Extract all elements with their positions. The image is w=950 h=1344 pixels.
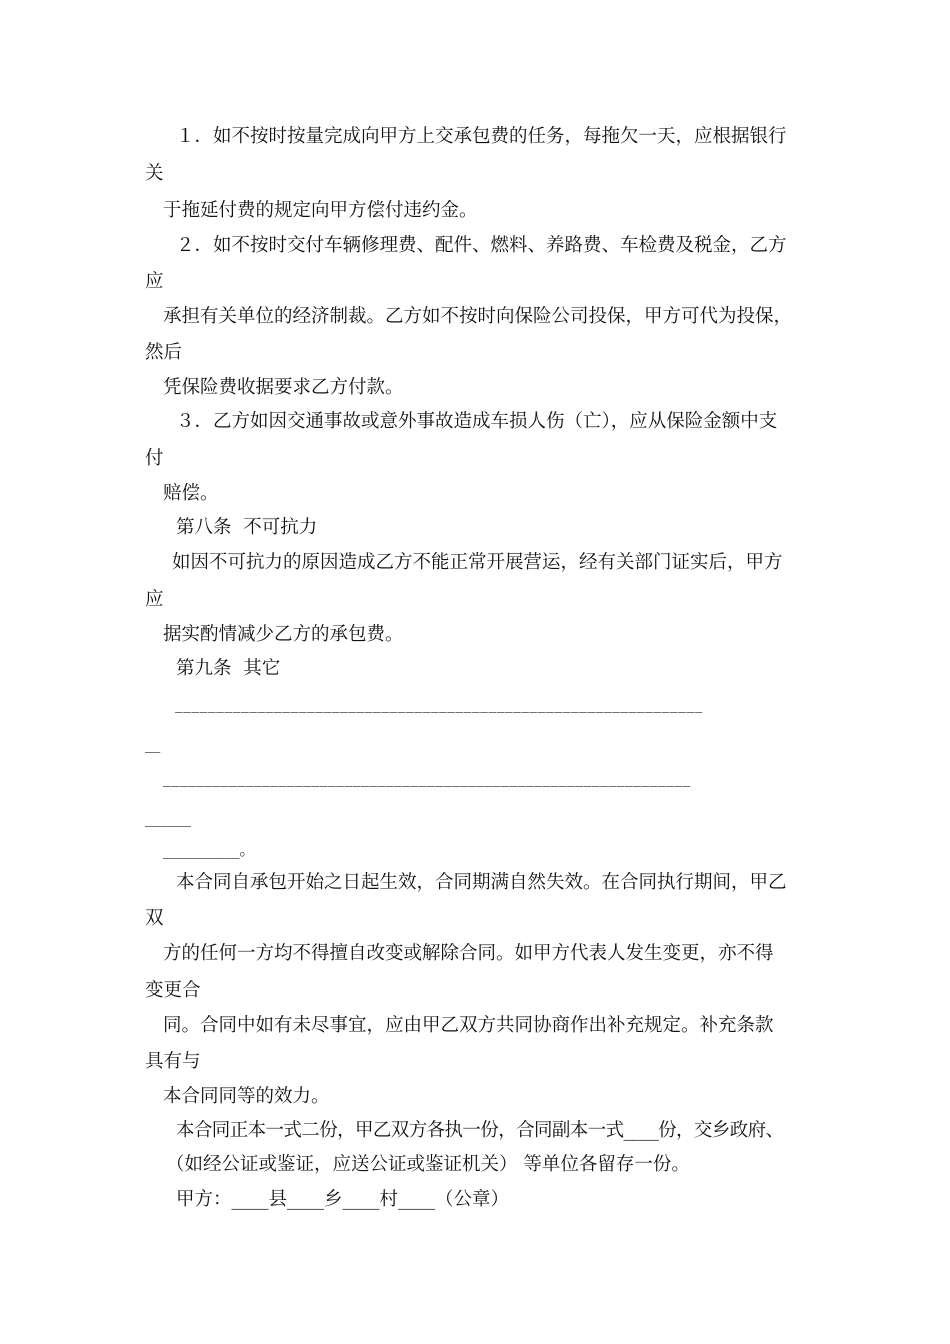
blank-line: __ xyxy=(145,735,161,753)
text-line: 双 xyxy=(145,908,164,929)
text-line: ３．乙方如因交通事故或意外事故造成车损人伤（亡），应从保险金额中支 xyxy=(176,411,778,432)
text-line: 本合同自承包开始之日起生效，合同期满自然失效。在合同执行期间，甲乙 xyxy=(176,872,787,893)
text-line: 本合同同等的效力。 xyxy=(163,1086,330,1107)
text-line: 于拖延付费的规定向甲方偿付违约金。 xyxy=(163,200,478,221)
text-line: 关 xyxy=(145,163,164,184)
section-heading: 第八条 不可抗力 xyxy=(176,517,318,538)
text-line: ２．如不按时交付车辆修理费、配件、燃料、养路费、车检费及税金，乙方 xyxy=(176,235,787,256)
section-heading: 第九条 其它 xyxy=(176,658,281,679)
signature-line: 甲方：____县____乡____村____（公章） xyxy=(176,1189,510,1210)
text-line: 赔偿。 xyxy=(163,483,219,504)
blank-line: ________________________________________________________________ xyxy=(163,769,691,787)
text-line: 据实酌情减少乙方的承包费。 xyxy=(163,624,404,645)
text-line: 然后 xyxy=(145,342,183,363)
text-line: 应 xyxy=(145,589,164,610)
text-line: １．如不按时按量完成向甲方上交承包费的任务，每拖欠一天，应根据银行 xyxy=(176,126,787,147)
text-line: 付 xyxy=(145,448,164,469)
text-line: 具有与 xyxy=(145,1051,201,1072)
text-line: 应 xyxy=(145,271,164,292)
blank-line: ______ xyxy=(145,809,191,827)
text-line: 如因不可抗力的原因造成乙方不能正常开展营运，经有关部门证实后，甲方 xyxy=(172,552,783,573)
blank-line: ________________________________________________________________ xyxy=(175,695,703,713)
text-line: 方的任何一方均不得擅自改变或解除合同。如甲方代表人发生变更，亦不得 xyxy=(163,943,774,964)
text-line: 承担有关单位的经济制裁。乙方如不按时向保险公司投保，甲方可代为投保， xyxy=(163,306,793,327)
blank-line: __________。 xyxy=(163,841,255,859)
text-line: 凭保险费收据要求乙方付款。 xyxy=(163,377,404,398)
text-line: 变更合 xyxy=(145,980,201,1001)
text-line: 本合同正本一式二份，甲乙双方各执一份，合同副本一式____份，交乡政府、 xyxy=(176,1120,784,1141)
text-line: （如经公证或鉴证，应送公证或鉴证机关） 等单位各留存一份。 xyxy=(166,1154,690,1175)
text-line: 同。合同中如有未尽事宜，应由甲乙双方共同协商作出补充规定。补充条款 xyxy=(163,1015,774,1036)
